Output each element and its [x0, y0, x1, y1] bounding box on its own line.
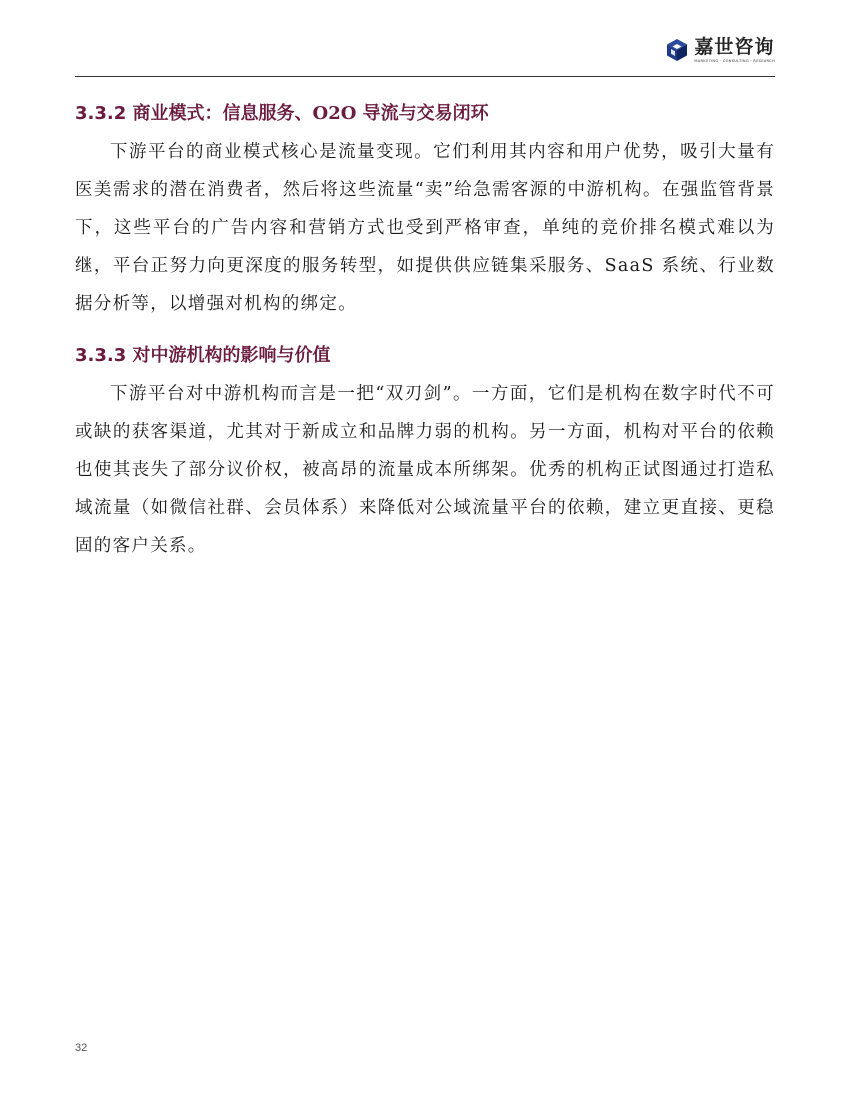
section-heading-3-3-3: [75, 337, 775, 375]
section-title: 商业模式：信息服务、O2O 导流与交易闭环: [132, 103, 489, 124]
company-logo: [665, 36, 775, 63]
company-tagline: MARKETING · CONSULTING · RESEARCH: [694, 59, 775, 63]
section-heading-3-3-2: [75, 95, 775, 133]
section-paragraph: 下游平台对中游机构而言是一把“双刃剑”。一方面，它们是机构在数字时代不可或缺的获客渠道，尤其对于新成立和品牌力弱的机构。另一方面，机构对平台的依赖也使其丧失了部分议价权，被高昂的流量成本所绑架。优秀的机构正试图通过打造私域流量（如微信社群、会员体系）来降低对公域流量平台的依赖，建立更直接、更稳固的客户关系。: [75, 384, 775, 556]
page-header: [75, 30, 775, 77]
section-paragraph: 下游平台的商业模式核心是流量变现。它们利用其内容和用户优势，吸引大量有医美需求的潜在消费者，然后将这些流量“卖”给急需客源的中游机构。在强监管背景下，这些平台的广告内容和营销方式也受到严格审查，单纯的竞价排名模式难以为继，平台正努力向更深度的服务转型，如提供供应链集采服务、SaaS 系统、行业数据分析等，以增强对机构的绑定。: [75, 142, 775, 314]
page-content: [75, 95, 775, 579]
section-title: 对中游机构的影响与价值: [132, 345, 331, 366]
cube-logo-icon: [665, 38, 689, 62]
page-number: 32: [75, 1042, 88, 1054]
section-number: 3.3.3: [75, 345, 127, 366]
company-name: 嘉世咨询: [694, 36, 775, 58]
section-number: 3.3.2: [75, 103, 127, 124]
